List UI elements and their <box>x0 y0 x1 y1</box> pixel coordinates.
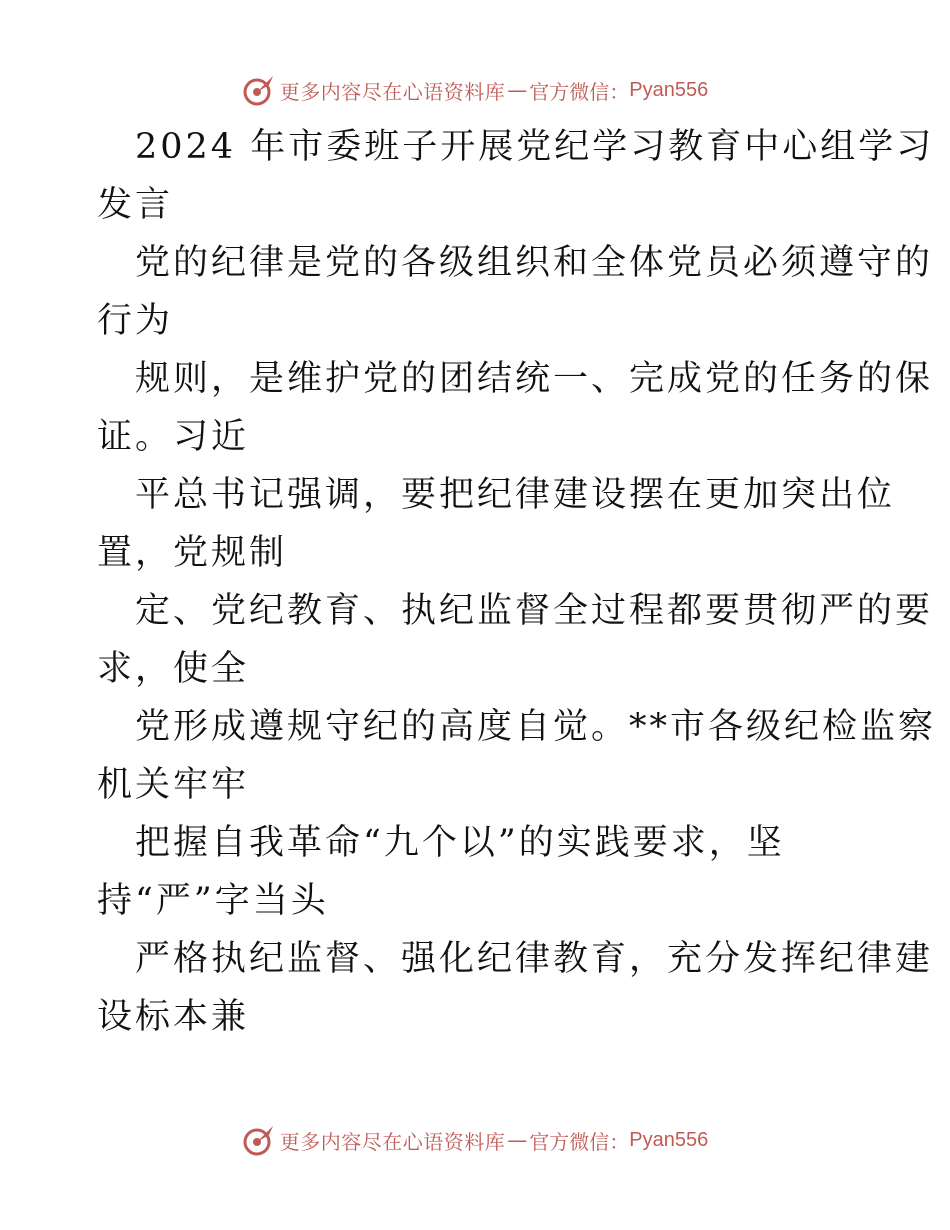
document-body <box>97 118 937 1046</box>
watermark-wechat-id: Pyan556 <box>629 78 709 101</box>
paragraph-line: 规则，是维护党的团结统一、完成党的任务的保 <box>135 359 934 399</box>
paragraph-line: 证。习近 <box>97 417 250 457</box>
paragraph-line: 行为 <box>97 301 174 341</box>
watermark-separator: — <box>507 1128 528 1152</box>
watermark-separator: — <box>507 78 528 102</box>
quill-circle-icon <box>242 73 276 107</box>
paragraph-line: 求，使全 <box>97 649 250 689</box>
document-title-line-2: 发言 <box>97 185 174 225</box>
paragraph-line: 党的纪律是党的各级组织和全体党员必须遵守的 <box>135 243 934 283</box>
watermark-wechat-id: Pyan556 <box>629 1128 709 1151</box>
paragraph-line: 平总书记强调，要把纪律建设摆在更加突出位 <box>135 475 896 515</box>
paragraph-line: 置，党规制 <box>97 533 288 573</box>
watermark-wechat-label: 官方微信： <box>529 79 630 104</box>
watermark-text: 更多内容尽在心语资料库 <box>279 1129 506 1154</box>
paragraph-line: 设标本兼 <box>97 997 250 1037</box>
watermark-wechat-label: 官方微信： <box>529 1129 630 1154</box>
quill-circle-icon <box>242 1123 276 1157</box>
watermark-text: 更多内容尽在心语资料库 <box>279 79 506 104</box>
paragraph-line: 把握自我革命“九个以”的实践要求，坚 <box>135 823 785 863</box>
paragraph-line: 党形成遵规守纪的高度自觉。**市各级纪检监察 <box>135 707 937 747</box>
document-title-line-1: 2024 年市委班子开展党纪学习教育中心组学习 <box>135 127 935 167</box>
watermark-banner-top <box>0 70 950 110</box>
paragraph-line: 持“严”字当头 <box>97 881 329 921</box>
paragraph-line: 严格执纪监督、强化纪律教育，充分发挥纪律建 <box>135 939 934 979</box>
paragraph-line: 定、党纪教育、执纪监督全过程都要贯彻严的要 <box>135 591 934 631</box>
watermark-banner-bottom <box>0 1120 950 1160</box>
paragraph-line: 机关牢牢 <box>97 765 250 805</box>
